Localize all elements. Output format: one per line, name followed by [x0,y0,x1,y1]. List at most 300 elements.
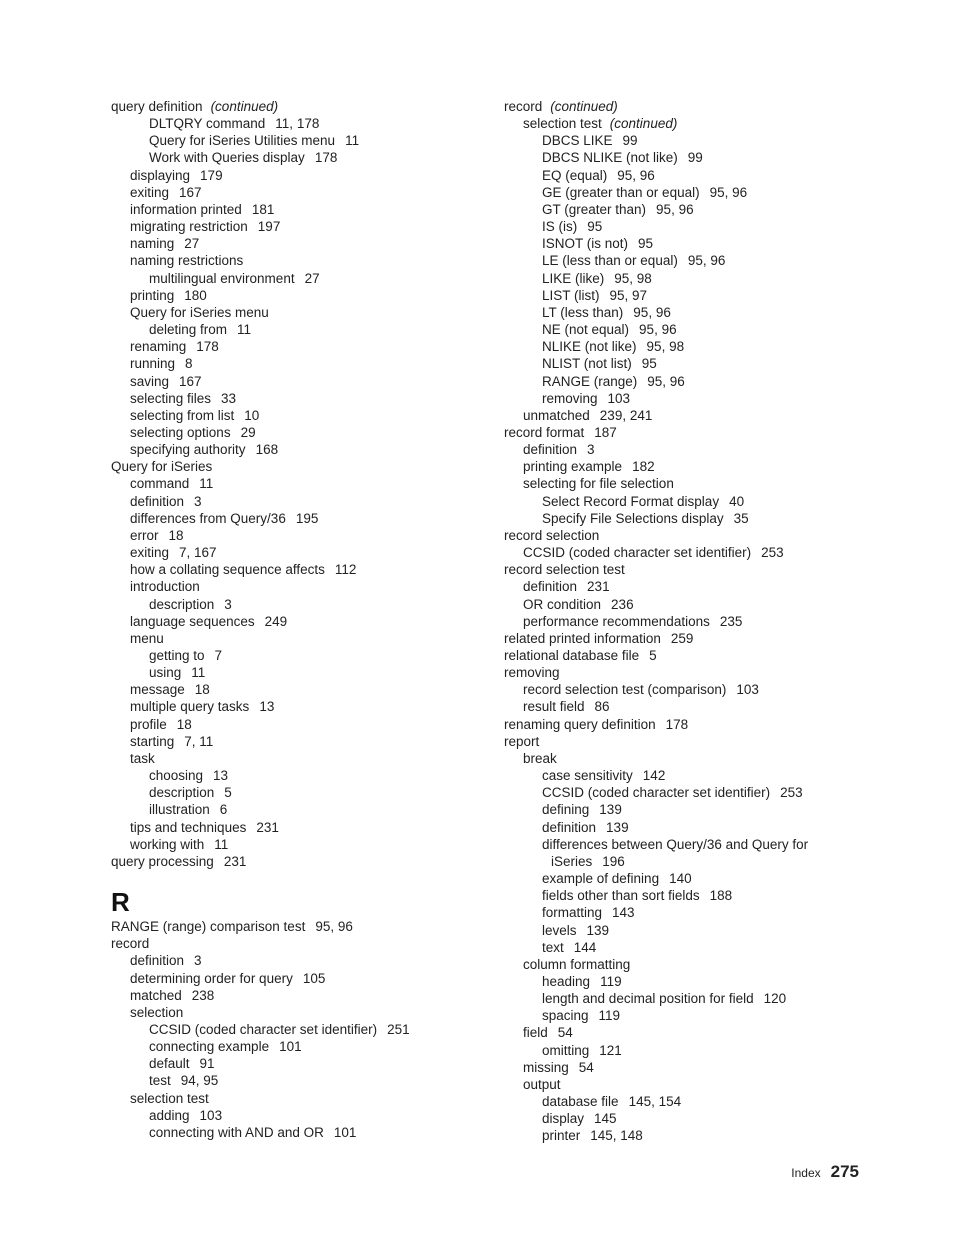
index-term: query processing [111,853,214,869]
index-entry [504,510,924,527]
index-term: CCSID (coded character set identifier) [149,1021,378,1037]
index-entry [111,167,491,184]
index-column-left [111,98,491,1141]
page-reference: 145 [594,1111,617,1127]
index-entry [504,853,924,870]
index-term: adding [149,1107,190,1123]
index-term: break [523,750,557,766]
page-reference: 95, 96 [709,184,748,200]
index-term: field [523,1025,548,1041]
index-entry [504,630,924,647]
index-term: LT (less than) [542,304,624,320]
page-reference: 235 [719,613,743,629]
index-term: NLIKE (not like) [542,339,637,355]
page-reference: 95, 98 [614,270,652,286]
index-entry [504,887,924,904]
continued-marker: (continued) [210,99,279,114]
page-reference: 103 [736,682,759,698]
index-entry [504,270,924,287]
index-term: query definition [111,99,203,114]
index-entry [504,939,924,956]
page-reference: 95, 96 [639,322,677,338]
index-entry [111,1090,491,1107]
index-entry [504,338,924,355]
page-reference: 103 [199,1107,223,1123]
index-term: NE (not equal) [542,322,630,338]
index-entry [504,819,924,836]
page-reference: 188 [709,888,733,904]
page-reference: 167 [179,373,202,389]
index-entry [111,698,491,715]
page-reference: 95, 96 [647,373,685,389]
page-reference: 3 [224,596,232,612]
page-reference: 10 [244,407,260,423]
index-term: information printed [130,201,242,217]
index-entry [111,424,491,441]
index-term: naming restrictions [130,253,244,269]
page-reference: 239, 241 [599,407,653,423]
index-entry [111,458,491,475]
page-reference: 11 [345,133,360,149]
page-reference: 7 [214,648,223,663]
index-term: CCSID (coded character set identifier) [542,785,771,801]
page-reference: 121 [599,1042,622,1058]
page-reference: 95, 96 [633,304,671,320]
page-reference: 181 [251,201,275,217]
page-reference: 95, 98 [646,339,685,355]
index-entry [111,561,491,578]
index-entry [504,544,924,561]
index-term: multiple query tasks [130,699,250,715]
page-reference: 99 [622,133,638,149]
page-reference: 29 [240,424,256,440]
index-entry [111,750,491,767]
index-entry [504,458,924,475]
index-entry [111,935,491,952]
index-entry [504,1007,924,1024]
index-term: Work with Queries display [149,150,305,166]
page-reference: 18 [168,527,184,543]
index-term: definition [130,953,185,969]
page-reference: 231 [256,819,279,835]
index-term: naming [130,236,175,252]
index-term: command [130,476,190,492]
index-term: exiting [130,545,170,561]
index-entry [504,836,924,853]
index-entry [504,698,924,715]
index-entry [504,801,924,818]
index-term: unmatched [523,407,590,423]
page-reference: 167 [179,184,202,200]
index-entry [504,1093,924,1110]
page-reference: 144 [573,939,597,955]
index-term: definition [523,442,578,458]
index-term: migrating restriction [130,219,248,235]
index-entry [111,578,491,595]
continued-marker: (continued) [609,116,678,132]
index-entry [504,647,924,664]
index-term: iSeries [551,853,593,869]
index-entry [111,390,491,407]
index-entry [504,407,924,424]
page-reference: 182 [632,459,655,475]
index-term: selection test [130,1090,209,1106]
index-term: spacing [542,1008,589,1024]
page-reference: 103 [607,390,631,406]
index-entry [111,1055,491,1072]
index-term: removing [542,390,598,406]
index-entry [504,252,924,269]
index-entry [504,1024,924,1041]
page-reference: 86 [594,699,610,715]
page-reference: 11 [214,836,229,852]
page-reference: 142 [642,768,666,784]
index-entry [111,149,491,166]
index-term: performance recommendations [523,613,710,629]
index-term: running [130,356,176,372]
index-entry [504,355,924,372]
index-term: selection test [523,116,602,132]
index-entry [111,321,491,338]
index-term: exiting [130,184,170,200]
index-entry [504,1127,924,1144]
index-term: illustration [149,802,210,818]
page-reference: 11 [237,322,252,338]
index-entry [111,493,491,510]
index-entry [504,596,924,613]
index-term: starting [130,733,175,749]
index-term: renaming query definition [504,716,656,732]
page-reference: 178 [665,716,689,732]
index-term: RANGE (range) [542,373,638,389]
page-reference: 13 [213,768,229,784]
index-entry [111,218,491,235]
index-entry [111,544,491,561]
index-entry [504,115,924,132]
index-term: example of defining [542,871,660,887]
index-term: CCSID (coded character set identifier) [523,545,752,561]
index-entry [504,1076,924,1093]
index-term: description [149,785,215,801]
page-reference: 143 [612,905,635,921]
index-term: DLTQRY command [149,116,266,132]
page-reference: 139 [606,819,629,835]
page-reference: 259 [670,630,694,646]
index-term: LE (less than or equal) [542,253,678,269]
index-entry [111,664,491,681]
page-reference: 40 [729,493,745,509]
page-reference: 101 [333,1124,357,1140]
index-term: default [149,1056,190,1072]
index-term: definition [542,819,597,835]
index-entry [504,304,924,321]
index-term: DBCS LIKE [542,133,613,149]
page-reference: 54 [578,1059,594,1075]
page-reference: 140 [669,871,692,887]
index-term: working with [130,836,205,852]
index-term: profile [130,716,167,732]
index-term: connecting with AND and OR [149,1124,324,1140]
page-reference: 178 [314,150,338,166]
index-term: how a collating sequence affects [130,562,325,578]
index-entry [111,355,491,372]
index-entry [504,184,924,201]
index-term: DBCS NLIKE (not like) [542,150,678,166]
index-term: defining [542,802,590,818]
index-entry [111,970,491,987]
index-entry [111,441,491,458]
index-term: case sensitivity [542,768,633,784]
page-reference: 251 [387,1021,410,1037]
index-entry [111,630,491,647]
page-reference: 95 [641,356,657,372]
index-term: missing [523,1059,569,1075]
page-reference: 120 [763,991,787,1007]
index-entry [111,475,491,492]
page-reference: 197 [257,219,281,235]
page-reference: 253 [780,785,803,801]
index-entry [111,235,491,252]
index-term: Select Record Format display [542,493,720,509]
page-reference: 95, 97 [609,287,648,303]
index-term: selecting files [130,390,212,406]
page-reference: 35 [733,510,749,526]
page-reference: 249 [264,613,288,629]
index-term: renaming [130,339,187,355]
index-term: Query for iSeries menu [130,304,269,320]
index-entry [111,184,491,201]
index-entry [504,390,924,407]
index-column-right [504,98,924,1145]
index-entry [504,1110,924,1127]
index-entry [504,321,924,338]
index-entry [111,681,491,698]
index-entry [504,1042,924,1059]
page-reference: 5 [649,648,657,663]
index-term: omitting [542,1042,590,1058]
page-reference: 145, 154 [628,1094,682,1110]
continued-marker: (continued) [550,99,618,114]
index-term: specifying authority [130,442,246,458]
index-entry [504,561,924,578]
page-reference: 139 [586,922,610,938]
page-reference: 6 [219,802,228,818]
index-term: RANGE (range) comparison test [111,919,306,935]
index-term: task [130,750,155,766]
index-term: printer [542,1128,581,1144]
index-entry [111,853,491,870]
index-entry [504,167,924,184]
page-reference: 231 [587,579,610,595]
index-term: record selection test (comparison) [523,682,727,698]
index-entry [504,733,924,750]
index-term: saving [130,373,170,389]
index-term: connecting example [149,1039,270,1055]
index-entry [111,287,491,304]
index-term: record format [504,424,585,440]
index-entry [111,784,491,801]
index-term: getting to [149,648,205,663]
page-reference: 253 [761,545,784,561]
index-term: differences between Query/36 and Query for [542,836,809,852]
index-term: displaying [130,167,191,183]
index-term: choosing [149,768,204,784]
page-reference: 101 [279,1039,302,1055]
index-entry [504,218,924,235]
page-reference: 168 [255,442,279,458]
index-term: column formatting [523,956,631,972]
index-term: message [130,682,185,698]
index-entry [111,115,491,132]
page-reference: 95 [638,236,654,252]
index-entry [111,1107,491,1124]
index-term: removing [504,665,560,681]
index-entry [111,98,491,115]
index-entry [111,819,491,836]
index-term: record [504,99,543,114]
page-reference: 95, 96 [315,919,353,935]
page-reference: 18 [176,716,192,732]
index-entry [504,287,924,304]
page-reference: 5 [224,785,232,801]
page-reference: 27 [304,270,320,286]
index-entry [111,918,491,935]
index-entry [504,578,924,595]
index-term: text [542,939,564,955]
page-reference: 139 [599,802,622,818]
index-entry [504,956,924,973]
page-reference: 7, 167 [179,545,217,561]
index-term: relational database file [504,648,640,663]
index-entry [111,987,491,1004]
page-footer [791,1162,859,1182]
page-reference: 145, 148 [590,1128,643,1144]
index-term: result field [523,699,585,715]
index-entry [111,407,491,424]
index-term: levels [542,922,577,938]
index-term: GT (greater than) [542,201,647,217]
page-reference: 8 [185,356,193,372]
index-term: Query for iSeries [111,459,213,475]
index-term: test [149,1073,171,1089]
index-entry [504,1059,924,1076]
index-term: tips and techniques [130,819,247,835]
footer-label: Index [791,1166,821,1180]
index-term: fields other than sort fields [542,888,700,904]
page-reference: 112 [334,562,357,578]
index-entry [504,664,924,681]
index-term: selecting for file selection [523,476,674,492]
page-reference: 7, 11 [184,733,214,749]
page-reference: 99 [687,150,703,166]
index-entry [111,338,491,355]
page-reference: 95 [587,219,603,235]
page-reference: 11 [191,665,206,681]
index-term: determining order for query [130,970,293,986]
page-reference: 236 [611,596,634,612]
page-reference: 3 [194,493,202,509]
section-letter: R [111,887,130,918]
index-entry [111,1038,491,1055]
index-entry [504,681,924,698]
index-term: multilingual environment [149,270,295,286]
index-entry [111,1021,491,1038]
index-term: database file [542,1094,619,1110]
page-reference: 11 [199,476,214,492]
index-entry [504,784,924,801]
index-entry [504,235,924,252]
index-entry [504,98,924,115]
index-term: selecting options [130,424,231,440]
index-entry [504,373,924,390]
page-reference: 94, 95 [180,1073,219,1089]
index-entry [504,716,924,733]
page-reference: 11, 178 [275,116,320,132]
index-term: language sequences [130,613,255,629]
index-entry [111,527,491,544]
index-term: printing example [523,459,623,475]
page-reference: 18 [194,682,210,698]
index-term: definition [130,493,185,509]
page-reference: 105 [302,970,326,986]
index-entry [111,373,491,390]
index-term: Specify File Selections display [542,510,724,526]
index-entry [504,922,924,939]
page-reference: 179 [200,167,223,183]
index-term: ISNOT (is not) [542,236,629,252]
index-entry [111,1004,491,1021]
index-term: NLIST (not list) [542,356,632,372]
index-term: formatting [542,905,603,921]
index-entry [111,201,491,218]
page-reference: 54 [557,1025,573,1041]
index-term: selecting from list [130,407,235,423]
index-term: display [542,1111,585,1127]
index-term: related printed information [504,630,661,646]
page-reference: 196 [602,853,625,869]
index-entry [504,201,924,218]
index-entry [111,304,491,321]
index-entry [504,613,924,630]
index-term: description [149,596,215,612]
page-reference: 238 [191,987,215,1003]
index-term: OR condition [523,596,602,612]
index-term: deleting from [149,322,228,338]
index-entry [504,973,924,990]
index-entry [111,716,491,733]
page-reference: 195 [295,510,319,526]
index-entry [111,132,491,149]
index-term: using [149,665,182,681]
page-reference: 3 [194,953,202,969]
page-reference: 95, 96 [617,167,655,183]
index-term: error [130,527,159,543]
index-term: Query for iSeries Utilities menu [149,133,336,149]
index-term: LIKE (like) [542,270,605,286]
index-entry [111,510,491,527]
page-reference: 119 [598,1008,621,1024]
page-reference: 187 [594,424,617,440]
page-reference: 95, 96 [687,253,726,269]
index-entry [111,270,491,287]
index-entry [504,149,924,166]
index-term: matched [130,987,182,1003]
page-reference: 178 [196,339,219,355]
index-entry [504,475,924,492]
index-entry [111,801,491,818]
index-entry [504,493,924,510]
index-entry [504,904,924,921]
